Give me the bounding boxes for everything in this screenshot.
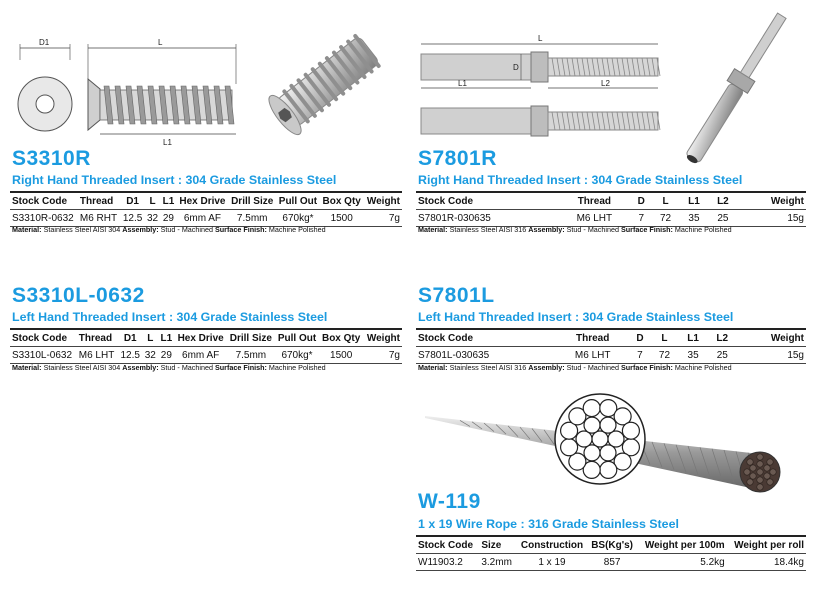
material-note-s7801r <box>418 225 732 234</box>
table-cell: 670kg* <box>282 212 314 224</box>
column-header: Stock Code <box>12 332 68 344</box>
spec-table-s7801l <box>416 328 806 364</box>
swage-stud-photo <box>664 18 814 158</box>
column-header: Stock Code <box>418 539 474 551</box>
column-header: Weight <box>366 195 400 207</box>
material-label: Material: <box>418 225 448 234</box>
material-value: Stainless Steel AISI 304 <box>43 363 121 372</box>
column-header: Stock Code <box>418 195 474 207</box>
column-header: L1 <box>688 195 700 207</box>
column-header: L <box>662 195 669 207</box>
spec-table-s3310l <box>10 328 402 364</box>
product-code-s7801l: S7801L <box>418 284 495 307</box>
product-subtitle-s3310l: Left Hand Threaded Insert : 304 Grade Stainless Steel <box>12 310 328 324</box>
material-value: Stainless Steel AISI 316 <box>449 363 527 372</box>
stud-l2-label: L2 <box>601 79 610 88</box>
column-header: Hex Drive <box>179 195 226 207</box>
table-cell: 6mm AF <box>182 349 220 361</box>
column-header: Drill Size <box>231 195 274 207</box>
product-subtitle-s3310r: Right Hand Threaded Insert : 304 Grade Stainless Steel <box>12 173 337 187</box>
table-row <box>10 210 402 227</box>
assembly-label: Assembly: <box>528 225 565 234</box>
table-cell: M6 LHT <box>574 349 611 361</box>
material-label: Material: <box>418 363 448 372</box>
finish-label: Surface Finish: <box>214 225 267 234</box>
table-cell: 1500 <box>330 212 353 224</box>
column-header: L2 <box>716 332 729 344</box>
finish-value: Machine Polished <box>674 363 732 372</box>
table-cell: 12.5 <box>122 212 143 224</box>
column-header: Drill Size <box>229 332 272 344</box>
column-header: Weight <box>770 195 804 207</box>
table-cell: 670kg* <box>281 349 313 361</box>
table-cell: 32 <box>144 349 156 361</box>
material-label: Material: <box>12 225 42 234</box>
column-header: L1 <box>160 332 173 344</box>
product-code-s3310l: S3310L-0632 <box>12 284 145 307</box>
finish-value: Machine Polished <box>674 225 732 234</box>
table-cell: 25 <box>716 349 728 361</box>
table-cell: 72 <box>660 212 672 224</box>
table-row <box>416 554 806 571</box>
column-header: Box Qty <box>321 332 361 344</box>
stud-l1-label: L1 <box>458 79 467 88</box>
insert-d1-label: D1 <box>39 38 50 47</box>
column-header: Size <box>481 539 502 551</box>
column-header: Thread <box>577 195 612 207</box>
table-cell: 32 <box>146 212 159 224</box>
column-header: Pull Out <box>277 332 317 344</box>
column-header: L <box>147 332 154 344</box>
assembly-value: Stud - Machined <box>566 363 619 372</box>
material-value: Stainless Steel AISI 304 <box>43 225 121 234</box>
product-code-s3310r: S3310R <box>12 147 91 170</box>
spec-table-s7801r <box>416 191 806 227</box>
table-cell: 7 <box>637 349 643 361</box>
assembly-label: Assembly: <box>122 225 159 234</box>
assembly-value: Stud - Machined <box>160 363 213 372</box>
stud-technical-drawing <box>416 30 666 140</box>
table-row <box>416 347 806 364</box>
stud-d-label: D <box>513 63 519 72</box>
wire-rope-end <box>744 454 776 490</box>
column-header: Hex Drive <box>177 332 224 344</box>
material-value: Stainless Steel AISI 316 <box>449 225 527 234</box>
material-note-s3310r <box>12 225 326 234</box>
column-header: Thread <box>576 332 610 344</box>
table-cell: 6mm AF <box>183 212 222 224</box>
table-cell: M6 LHT <box>78 349 115 361</box>
column-header: BS(Kg's) <box>591 539 634 551</box>
column-header: L2 <box>717 195 729 207</box>
table-cell: S7801R-030635 <box>418 212 491 224</box>
product-code-s7801r: S7801R <box>418 147 497 170</box>
table-cell: M6 RHT <box>79 212 118 224</box>
assembly-value: Stud - Machined <box>160 225 213 234</box>
column-header: L1 <box>687 332 699 344</box>
table-cell: 25 <box>717 212 729 224</box>
table-cell: 7.5mm <box>235 349 267 361</box>
insert-l1-label: L1 <box>163 138 172 147</box>
table-cell: 15g <box>787 349 804 361</box>
table-row <box>10 347 402 364</box>
column-header: Stock Code <box>12 195 68 207</box>
table-cell: W11903.2 <box>418 556 463 568</box>
column-header: L <box>149 195 156 207</box>
table-cell: 1500 <box>330 349 353 361</box>
assembly-value: Stud - Machined <box>566 225 619 234</box>
column-header: D <box>636 332 644 344</box>
column-header: Weight per roll <box>734 539 804 551</box>
table-cell: S7801L-030635 <box>418 349 490 361</box>
table-cell: 7.5mm <box>236 212 268 224</box>
product-code-w119: W-119 <box>418 490 481 513</box>
column-header: D <box>637 195 645 207</box>
material-note-s7801l <box>418 363 732 372</box>
material-note-s3310l <box>12 363 326 372</box>
table-cell: 35 <box>687 349 699 361</box>
table-cell: 15g <box>787 212 804 224</box>
spec-table-w119 <box>416 535 806 571</box>
table-cell: 857 <box>603 556 621 568</box>
table-cell: 1 x 19 <box>538 556 566 568</box>
insert-photo <box>256 28 396 138</box>
table-cell: 5.2kg <box>700 556 725 568</box>
table-cell: S3310R-0632 <box>12 212 74 224</box>
column-header: D1 <box>123 332 137 344</box>
column-header: Thread <box>78 332 113 344</box>
table-cell: 3.2mm <box>481 556 512 568</box>
table-cell: 12.5 <box>120 349 140 361</box>
column-header: Weight <box>366 332 400 344</box>
table-cell: 7g <box>388 349 400 361</box>
column-header: Thread <box>79 195 114 207</box>
stud-l-label: L <box>538 34 543 43</box>
product-subtitle-s7801l: Left Hand Threaded Insert : 304 Grade Stainless Steel <box>418 310 734 324</box>
column-header: Weight <box>770 332 804 344</box>
column-header: Pull Out <box>278 195 318 207</box>
finish-value: Machine Polished <box>268 225 326 234</box>
wire-rope-illustration <box>420 392 820 502</box>
column-header: D1 <box>126 195 139 207</box>
finish-label: Surface Finish: <box>620 225 673 234</box>
finish-value: Machine Polished <box>268 363 326 372</box>
spec-table-s3310r <box>10 191 402 227</box>
column-header: Stock Code <box>418 332 474 344</box>
table-cell: 18.4kg <box>773 556 804 568</box>
wire-rope-cross-section-icon <box>561 400 640 479</box>
column-header: L1 <box>162 195 175 207</box>
table-cell: 35 <box>688 212 700 224</box>
column-header: Construction <box>520 539 584 551</box>
product-subtitle-s7801r: Right Hand Threaded Insert : 304 Grade Stainless Steel <box>418 173 743 187</box>
finish-label: Surface Finish: <box>214 363 267 372</box>
table-cell: S3310L-0632 <box>12 349 73 361</box>
table-cell: 72 <box>658 349 671 361</box>
column-header: Box Qty <box>322 195 361 207</box>
table-cell: 7 <box>638 212 645 224</box>
column-header: L <box>661 332 668 344</box>
table-cell: 29 <box>162 212 174 224</box>
column-header: Weight per 100m <box>644 539 725 551</box>
table-row <box>416 210 806 227</box>
table-cell: M6 LHT <box>576 212 613 224</box>
assembly-label: Assembly: <box>122 363 159 372</box>
table-cell: 29 <box>160 349 172 361</box>
assembly-label: Assembly: <box>528 363 565 372</box>
product-subtitle-w119: 1 x 19 Wire Rope : 316 Grade Stainless Steel <box>418 517 679 531</box>
finish-label: Surface Finish: <box>620 363 673 372</box>
material-label: Material: <box>12 363 42 372</box>
insert-l-label: L <box>158 38 163 47</box>
table-cell: 7g <box>388 212 400 224</box>
